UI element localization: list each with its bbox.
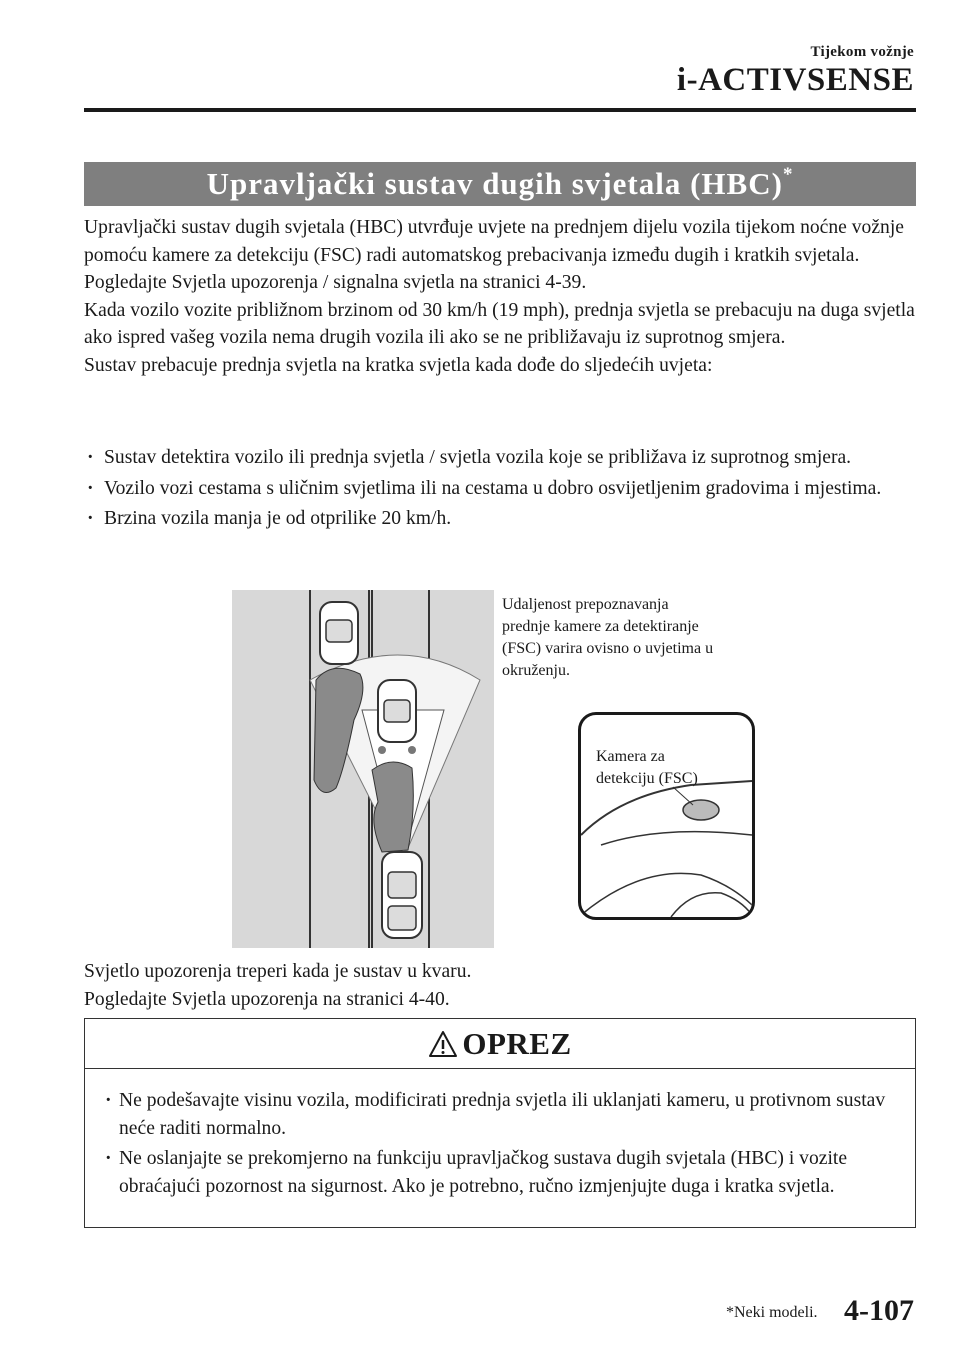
warning-paragraph-1: Svjetlo upozorenja treperi kada je sustav u kvaru. <box>84 961 472 982</box>
page-title-footnote-mark: * <box>782 164 794 185</box>
page-number: 4-107 <box>844 1294 914 1327</box>
footnote: *Neki modeli. <box>726 1304 818 1321</box>
header-divider <box>84 108 916 112</box>
chapter-title: i-ACTIVSENSE <box>676 62 914 98</box>
detection-range-label: Udaljenost prepoznavanja prednje kamere za detektiranje (FSC) varira ovisno o uvjetima u okruženju. <box>502 596 714 679</box>
preceding-car-shadow <box>372 762 413 852</box>
page-title-text: Upravljački sustav dugih svjetala (HBC) <box>206 166 783 201</box>
warning-paragraph-2: Pogledajte Svjetla upozorenja na stranici 4-40. <box>84 988 450 1010</box>
condition-item: · Vozilo vozi cestama s uličnim svjetlima ili na cestama u dobro osvijetljenim gradovima i mjestima. <box>84 475 919 503</box>
wheel-arch <box>671 893 752 917</box>
condition-item: · Sustav detektira vozilo ili prednja svjetla / svjetla vozila koje se približava iz suprotnog smjera. <box>84 444 919 472</box>
camera-icon <box>683 800 719 820</box>
page-title <box>84 162 916 206</box>
intro-paragraph-1: Upravljački sustav dugih svjetala (HBC) utvrđuje uvjete na prednjem dijelu vozila tijekom noćne vožnje pomoću kamere za detekciju (FSC) radi automatskog prebacivanja između dugih i kratkih svjetala. <box>84 217 904 266</box>
conditions-list <box>84 444 919 536</box>
intro-paragraph-2: Pogledajte Svjetla upozorenja / signalna svjetla na stranici 4-39. <box>84 272 587 293</box>
intro-paragraph-4: Sustav prebacuje prednja svjetla na kratka svjetla kada dođe do sljedećih uvjeta: <box>84 354 713 376</box>
road-illustration <box>232 590 494 948</box>
caution-item: · Ne podešavajte visinu vozila, modificirati prednja svjetla ili uklanjati kameru, u protivnom sustav neće raditi normalno. <box>105 1087 895 1142</box>
caution-list <box>85 1069 915 1200</box>
caution-header <box>85 1019 915 1069</box>
own-car-icon <box>382 852 422 938</box>
camera-detail-inset <box>578 712 755 920</box>
condition-item: · Brzina vozila manja je od otprilike 20 km/h. <box>84 505 919 533</box>
section-title: Tijekom vožnje <box>810 44 914 60</box>
caution-title: OPREZ <box>462 1025 572 1061</box>
warning-triangle-icon <box>428 1029 458 1059</box>
road-diagram <box>232 590 494 948</box>
oncoming-car-icon <box>320 602 358 664</box>
intro-paragraph-3: Kada vozilo vozite približnom brzinom od 30 km/h (19 mph), prednja svjetla se prebacuju na duga svjetla ako ispred vašeg vozila nema drugih vozila ili ako se ne približavaju iz suprotnog smjera. <box>84 299 915 348</box>
tail-light-icon <box>408 746 416 754</box>
hood-line <box>581 873 752 915</box>
intro-text <box>84 214 919 379</box>
windshield-edge <box>601 832 752 845</box>
warning-text <box>84 958 919 1013</box>
camera-label: Kamera za detekciju (FSC) <box>596 748 698 787</box>
caution-box <box>84 1018 916 1228</box>
tail-light-icon <box>378 746 386 754</box>
caution-item: · Ne oslanjajte se prekomjerno na funkciju upravljačkog sustava dugih svjetala (HBC) i vozite obraćajući pozornost na sigurnost. Ako je potrebno, ručno izmjenjujte duga i kratka svjetla. <box>105 1145 895 1200</box>
